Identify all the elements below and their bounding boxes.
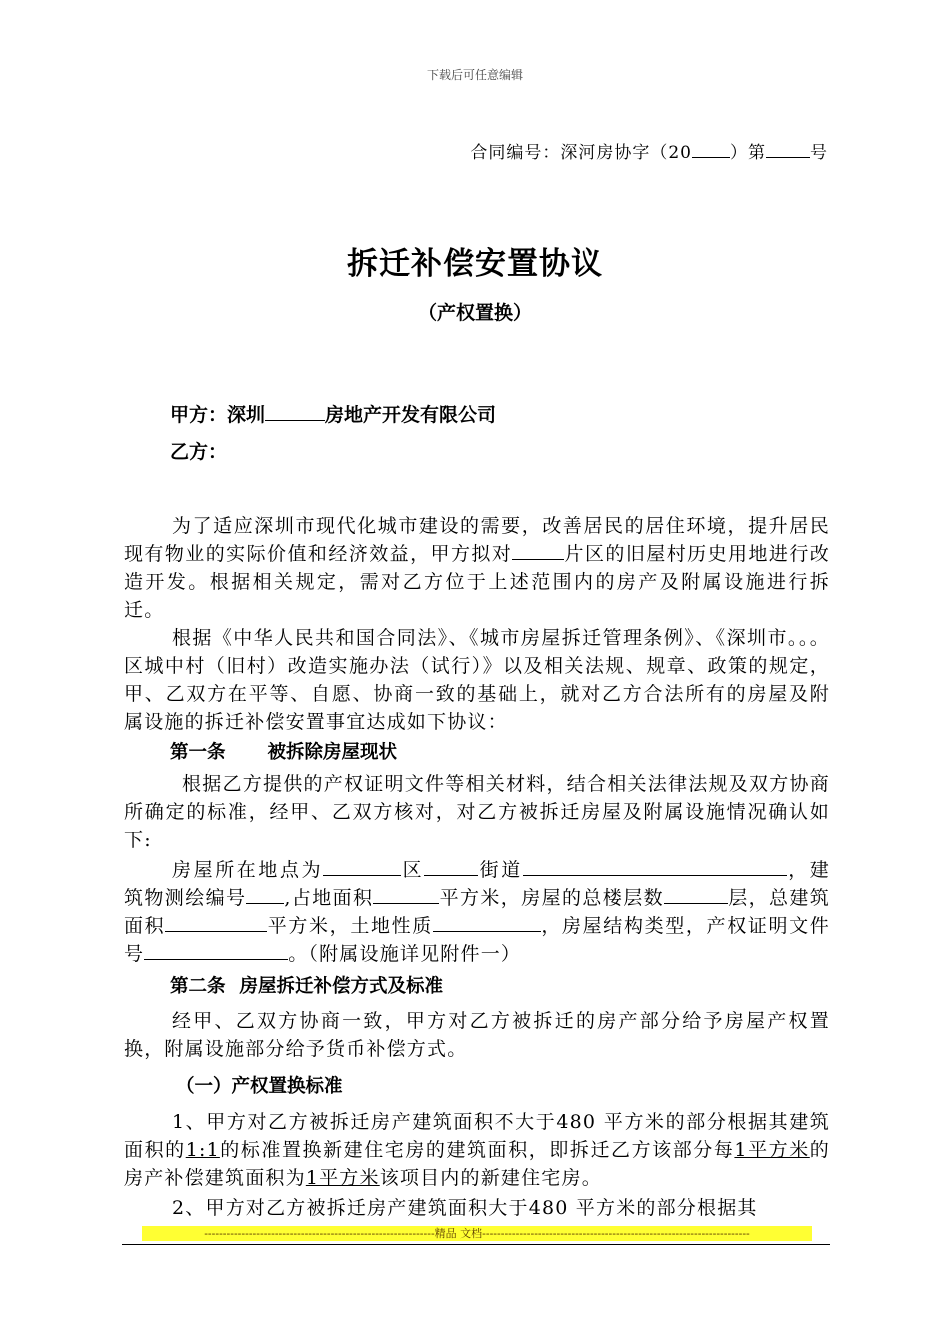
blank-land-area — [373, 885, 439, 904]
survey-number-label: ，建筑物测绘编号 — [124, 859, 831, 909]
blank-total-area — [165, 913, 267, 932]
item-1-unit-1: 1平方米 — [734, 1139, 810, 1161]
attachment-note: 。（附属设施详见附件一） — [288, 943, 522, 965]
contract-number-prefix: 合同编号：深河房协字（20 — [470, 143, 692, 163]
blank-floors — [664, 885, 728, 904]
structure-certificate-label: ，房屋结构类型，产权证明文件号 — [124, 915, 830, 965]
blank-address — [523, 857, 787, 876]
blank-company — [265, 402, 325, 421]
party-a-suffix: 房地产开发有限公司 — [325, 404, 497, 426]
article-2-number: 第二条 — [170, 976, 226, 997]
item-1-text-a: 1、甲方对乙方被拆迁房产建筑面积不大于480 平方米的部分根据其建筑面积的 — [124, 1111, 830, 1161]
item-1-text-d: 该项目内的新建住宅房。 — [379, 1167, 602, 1189]
total-area-label: 层，总建筑面积 — [124, 887, 830, 937]
blank-certificate-number — [144, 941, 288, 960]
blank-survey-number — [246, 885, 284, 904]
item-1-text-b: 的标准置换新建住宅房的建筑面积，即拆迁乙方该部分每 — [219, 1139, 735, 1161]
item-1-unit-2: 1平方米 — [305, 1167, 380, 1189]
land-area-label: ,占地面积 — [284, 887, 374, 909]
blank-district — [323, 857, 401, 876]
item-1-ratio: 1:1 — [185, 1139, 220, 1161]
section-1-heading: （一）产权置换标准 — [176, 1076, 343, 1097]
paragraph-purpose-b: 片区的旧屋村历史用地进行改造开发。根据相关规定，需对乙方位于上述范围内的房产及附属设施进行拆迁。 — [124, 543, 830, 621]
party-a — [170, 400, 496, 427]
party-a-prefix: 甲方：深圳 — [170, 404, 266, 426]
blank-street — [424, 857, 478, 876]
paragraph-property-details — [124, 856, 830, 968]
footer-divider — [122, 1244, 830, 1245]
document-subtitle: （产权置换） — [417, 302, 532, 324]
contract-number — [470, 138, 828, 163]
paragraph-item-1 — [124, 1108, 830, 1192]
article-2-title: 房屋拆迁补偿方式及标准 — [239, 976, 444, 997]
article-1-title: 被拆除房屋现状 — [267, 742, 398, 763]
blank-land-nature — [433, 913, 541, 932]
blank-year — [692, 139, 730, 158]
street-label: 街道 — [478, 859, 523, 881]
paragraph-purpose-a: 为了适应深圳市现代化城市建设的需要，改善居民的居住环境，提升居民现有物业的实际价值和经济效益，甲方拟对 — [124, 515, 830, 565]
contract-number-suffix: 号 — [810, 143, 828, 163]
footer-banner: --------------------------------------------------------------精品 文档------------------------------------------------------------------------ — [142, 1226, 812, 1241]
blank-area — [512, 541, 564, 560]
party-b: 乙方： — [170, 441, 228, 463]
article-2-heading — [170, 972, 443, 998]
contract-number-mid: ）第 — [730, 143, 766, 163]
article-1-heading — [170, 738, 397, 764]
district-label: 区 — [401, 859, 425, 881]
header-note: 下载后可任意编辑 — [426, 68, 523, 82]
property-location-label: 房屋所在地点为 — [172, 859, 324, 881]
item-1-text-c: 的房产补偿建筑面积为 — [124, 1139, 830, 1189]
paragraph-compensation-method: 经甲、乙双方协商一致，甲方对乙方被拆迁的房产部分给予房屋产权置换，附属设施部分给予货币补偿方式。 — [124, 1010, 830, 1060]
paragraph-item-2: 2、甲方对乙方被拆迁房产建筑面积大于480 平方米的部分根据其 — [172, 1197, 758, 1219]
document-title: 拆迁补偿安置协议 — [347, 246, 603, 282]
paragraph-verification: 根据乙方提供的产权证明文件等相关材料，结合相关法律法规及双方协商所确定的标准，经甲、乙双方核对，对乙方被拆迁房屋及附属设施情况确认如下: — [124, 773, 830, 851]
floors-label: 平方米，房屋的总楼层数 — [439, 887, 664, 909]
blank-number — [766, 139, 810, 158]
paragraph-legal-basis: 根据《中华人民共和国合同法》、《城市房屋拆迁管理条例》、《深圳市。。。区城中村（旧村）改造实施办法（试行）》以及相关法规、规章、政策的规定，甲、乙双方在平等、自愿、协商一致的基础上，就对乙方合法所有的房屋及附属设施的拆迁补偿安置事宜达成如下协议： — [124, 627, 830, 733]
land-nature-label: 平方米，土地性质 — [267, 915, 433, 937]
paragraph-purpose — [124, 512, 830, 624]
article-1-number: 第一条 — [170, 742, 226, 763]
